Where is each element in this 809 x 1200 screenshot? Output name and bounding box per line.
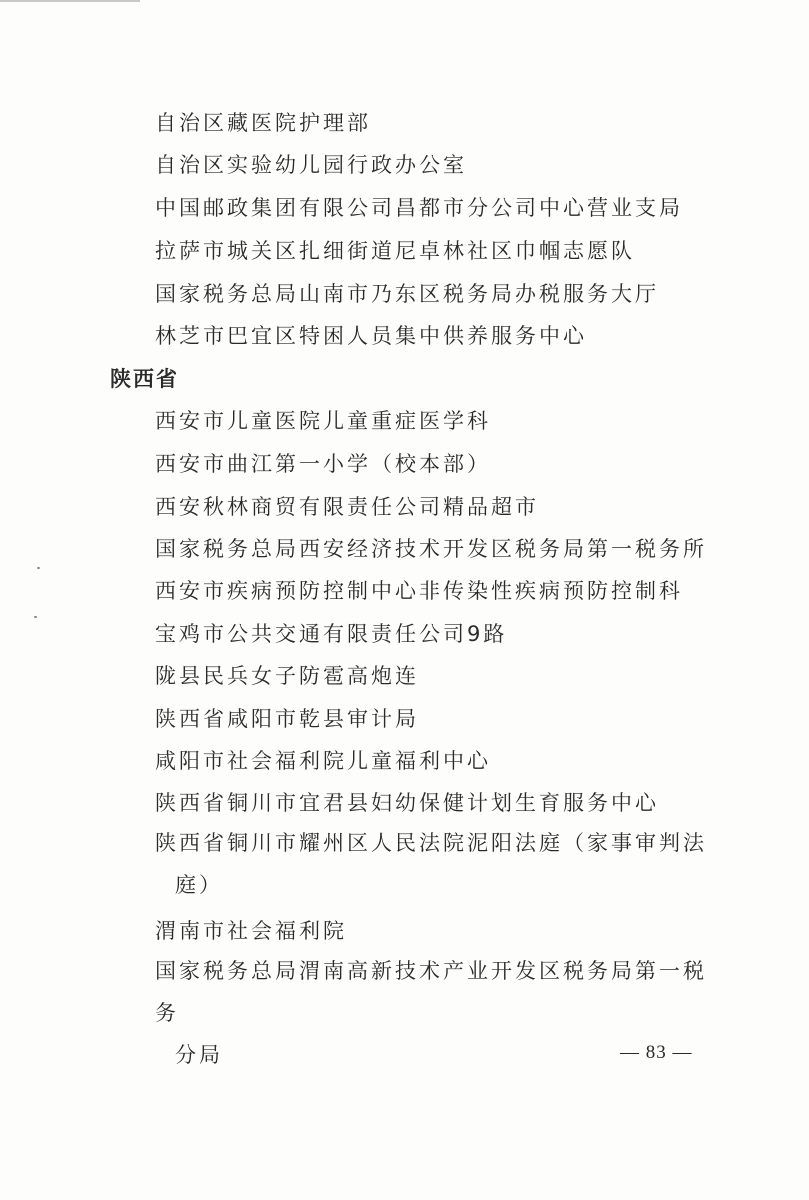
list-item: 陕西省铜川市宜君县妇幼保健计划生育服务中心 (155, 791, 659, 815)
list-item: 西安秋林商贸有限责任公司精品超市 (155, 495, 539, 519)
list-item: 自治区藏医院护理部 (155, 111, 371, 135)
list-item: 西安市儿童医院儿童重症医学科 (155, 409, 491, 433)
province-heading: 陕西省 (110, 367, 179, 391)
scan-edge-line (0, 0, 140, 2)
list-item: 渭南市社会福利院 (155, 919, 347, 943)
list-item: 中国邮政集团有限公司昌都市分公司中心营业支局 (155, 196, 683, 220)
list-item-continuation: 分局 (175, 1043, 223, 1067)
list-item: 宝鸡市公共交通有限责任公司9路 (155, 622, 508, 646)
list-item: 西安市疾病预防控制中心非传染性疾病预防控制科 (155, 579, 683, 603)
list-item: 陇县民兵女子防雹高炮连 (155, 664, 419, 688)
list-item: 林芝市巴宜区特困人员集中供养服务中心 (155, 324, 587, 348)
list-item: 咸阳市社会福利院儿童福利中心 (155, 749, 491, 773)
list-item: 国家税务总局山南市乃东区税务局办税服务大厅 (155, 282, 659, 306)
list-item-line: 陕西省铜川市耀州区人民法院泥阳法庭（家事审判法 (155, 831, 707, 855)
list-item-line: 国家税务总局渭南高新技术产业开发区税务局第一税务 (155, 959, 707, 1025)
list-item-wrapped (155, 822, 715, 906)
list-item: 国家税务总局西安经济技术开发区税务局第一税务所 (155, 537, 707, 561)
scan-speck (34, 616, 37, 618)
list-item: 自治区实验幼儿园行政办公室 (155, 153, 467, 177)
scan-speck (37, 567, 40, 569)
page-number: — 83 — (620, 1042, 693, 1063)
list-item-continuation: 庭） (175, 873, 223, 897)
list-item: 西安市曲江第一小学（校本部） (155, 452, 491, 476)
list-item: 拉萨市城关区扎细街道尼卓林社区巾帼志愿队 (155, 239, 635, 263)
list-item: 陕西省咸阳市乾县审计局 (155, 707, 419, 731)
